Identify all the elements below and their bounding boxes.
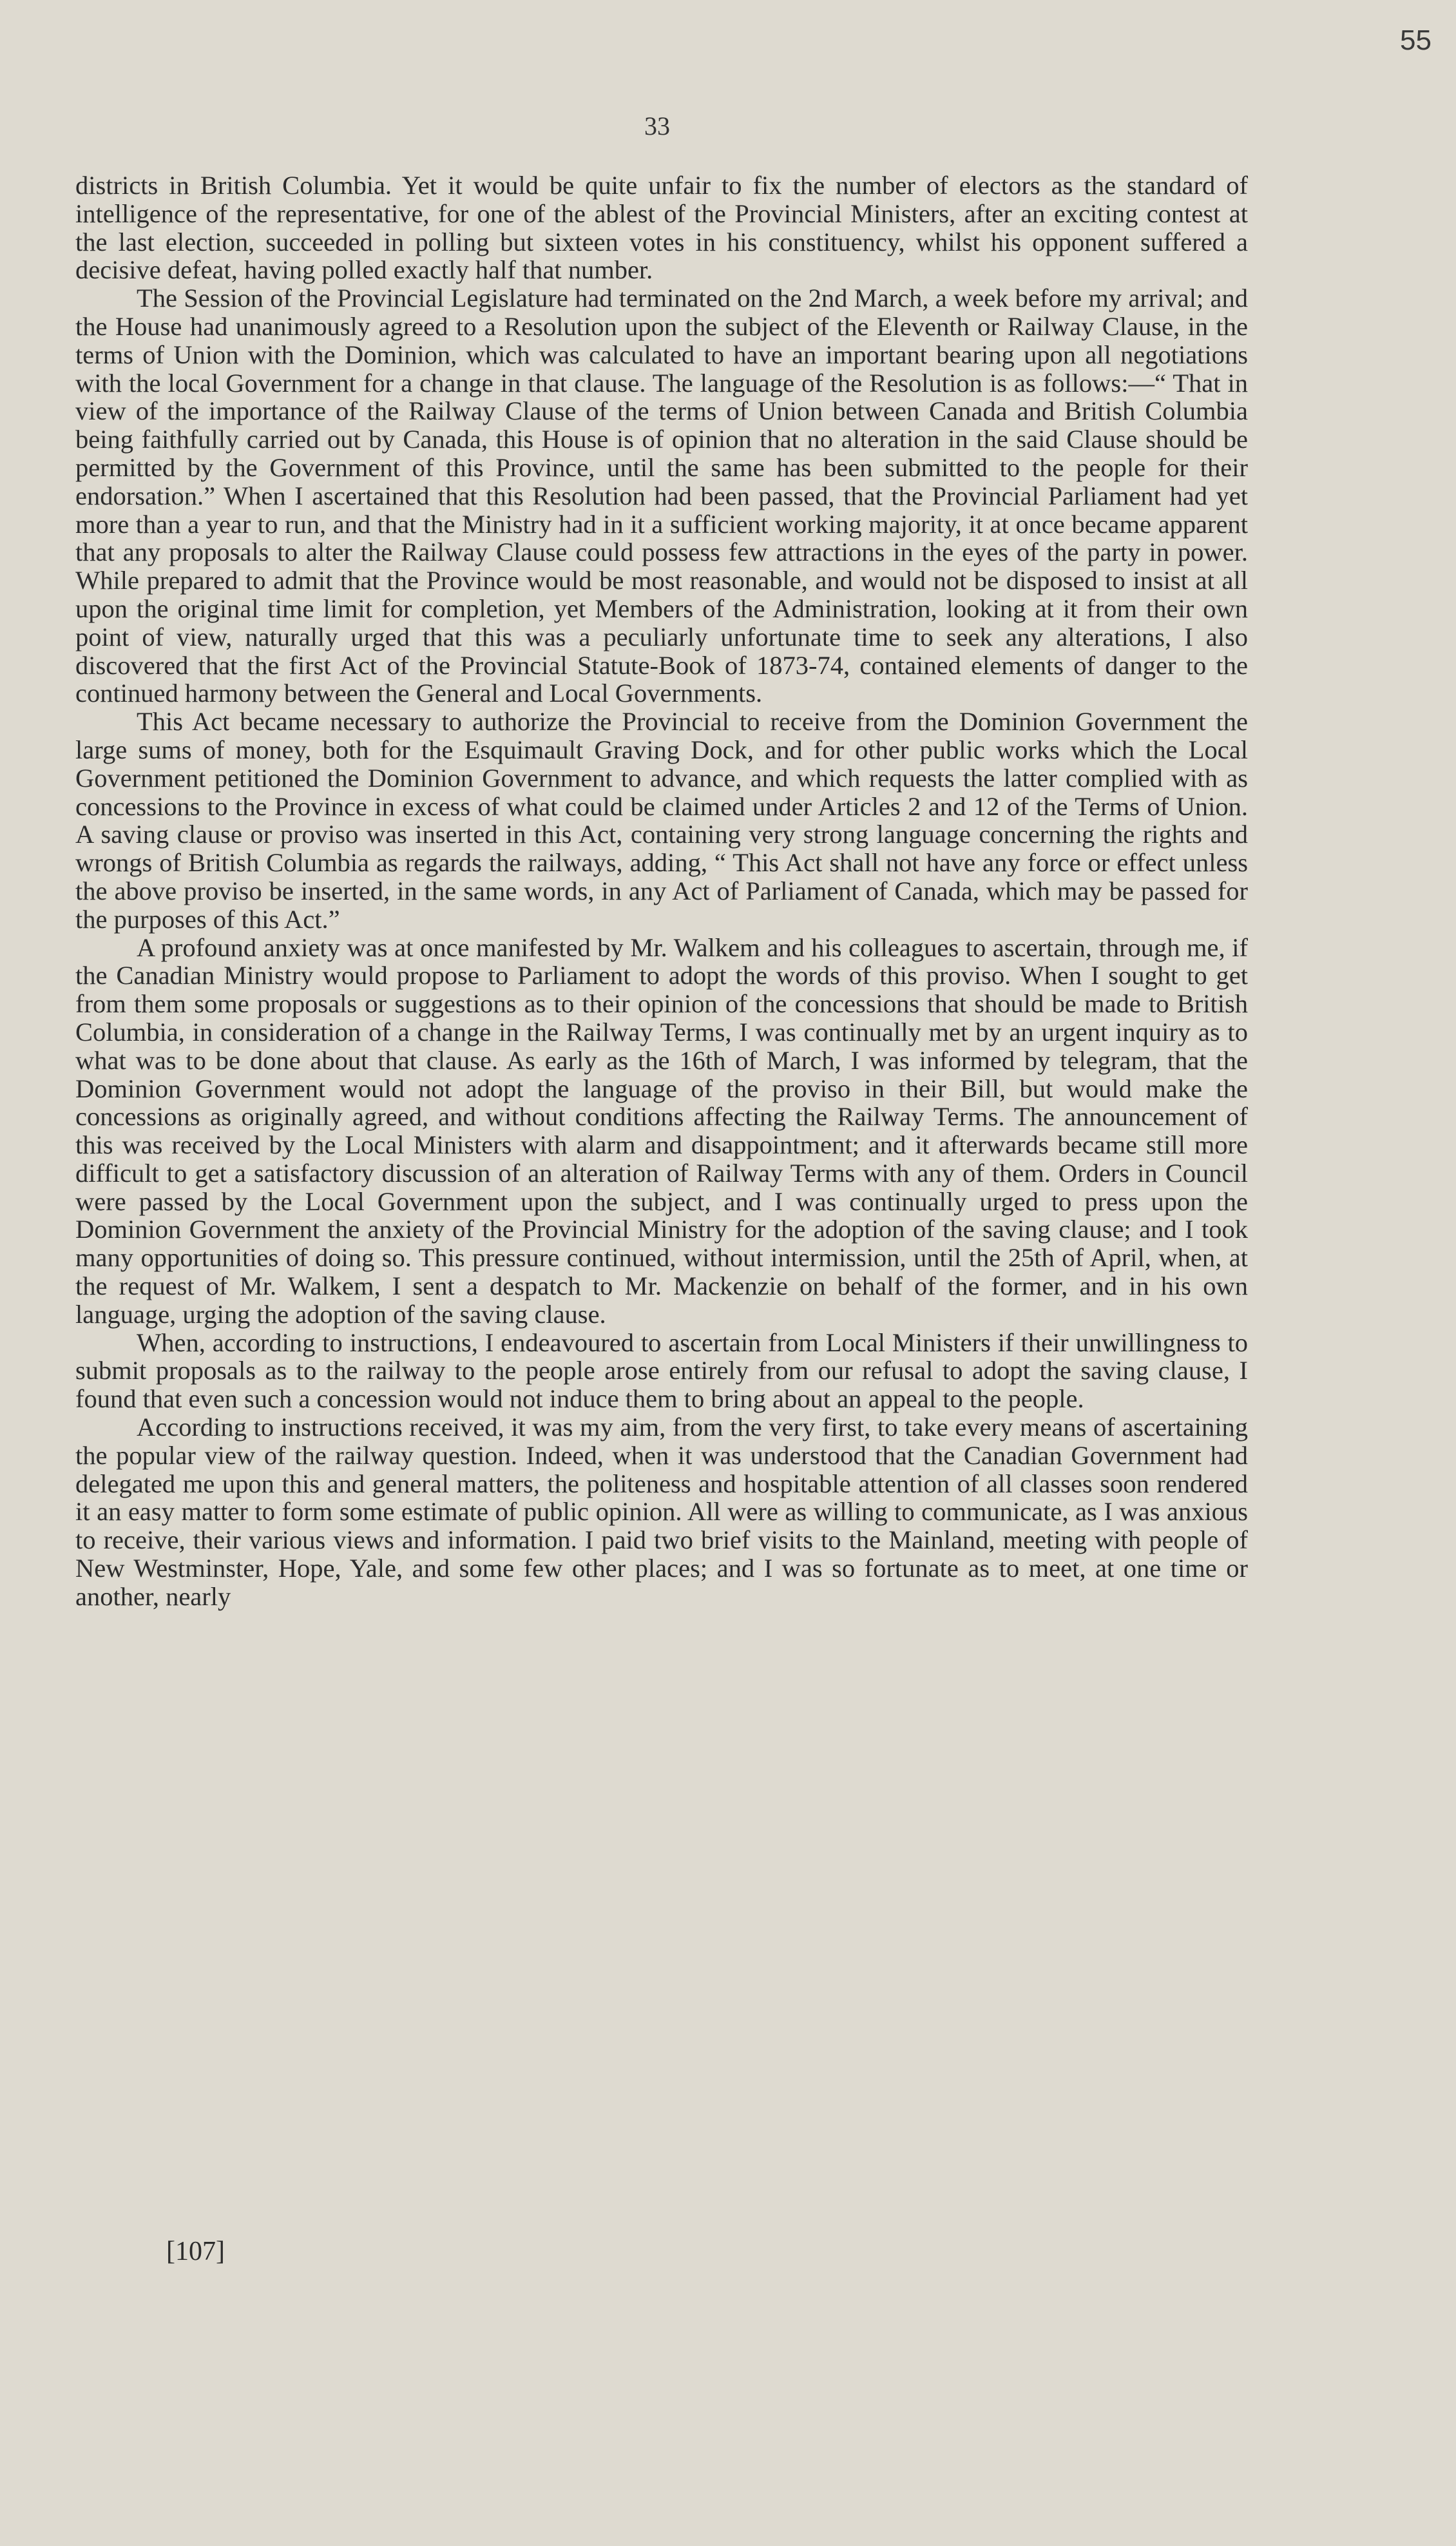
paragraph-3: This Act became necessary to authorize the Provincial to receive from the Dominion Government the large sums of money, both for the Esquimault Graving Dock, and for other public works which the Local Government petitioned the Dominion Government to advance, and which requests the latter complied with as concessions to the Province in excess of what could be claimed under Articles 2 and 12 of the Terms of Union. A saving clause or proviso was inserted in this Act, containing very strong language concerning the rights and wrongs of British Columbia as regards the railways, adding, “ This Act shall not have any force or effect unless the above proviso be inserted, in the same words, in any Act of Parliament of Canada, which may be passed for the purposes of this Act.” — [75, 707, 1248, 934]
document-body — [75, 171, 1248, 1611]
outer-page-number: 55 — [1400, 24, 1432, 56]
paragraph-5: When, according to instructions, I endeavoured to ascertain from Local Ministers if their unwillingness to submit proposals as to the railway to the people arose entirely from our refusal to adopt the saving clause, I found that even such a concession would not induce them to bring about an appeal to the people. — [75, 1327, 1248, 1414]
paragraph-6: According to instructions received, it was my aim, from the very first, to take every means of ascertaining the popular view of the railway question. Indeed, when it was understood that the Canadian Government had delegated me upon this and general matters, the politeness and hospitable attention of all classes soon rendered it an easy matter to form some estimate of public opinion. All were as willing to communicate, as I was anxious to receive, their various views and information. I paid two brief visits to the Mainland, meeting with people of New Westminster, Hope, Yale, and some few other places; and I was so fortunate as to meet, at one time or another, nearly — [75, 1413, 1248, 1611]
inner-page-number: 33 — [644, 111, 670, 140]
paragraph-1: districts in British Columbia. Yet it would be quite unfair to fix the number of electors as the standard of intelligence of the representative, for one of the ablest of the Provincial Ministers, after an exciting contest at the last election, succeeded in polling but sixteen votes in his constituency, whilst his opponent suffered a decisive defeat, having polled exactly half that number. — [75, 171, 1248, 285]
paragraph-2: The Session of the Provincial Legislature had terminated on the 2nd March, a week before my arrival; and the House had unanimously agreed to a Resolution upon the subject of the Eleventh or Railway Clause, in the terms of Union with the Dominion, which was calculated to have an important bearing upon all negotiations with the local Government for a change in that clause. The language of the Resolution is as follows:—“ That in view of the importance of the Railway Clause of the terms of Union between Canada and British Columbia being faithfully carried out by Canada, this House is of opinion that no alteration in the said Clause should be permitted by the Government of this Province, until the same has been submitted to the people for their endorsation.” When I ascertained that this Resolution had been passed, that the Provincial Parliament had yet more than a year to run, and that the Ministry had in it a sufficient working majority, it at once became apparent that any proposals to alter the Railway Clause could possess few attractions in the eyes of the party in power. While prepared to admit that the Province would be most reasonable, and would not be disposed to insist at all upon the original time limit for completion, yet Members of the Administration, looking at it from their own point of view, naturally urged that this was a peculiarly unfortunate time to seek any alterations, I also discovered that the first Act of the Provincial Statute-Book of 1873-74, contained elements of danger to the continued harmony between the General and Local Governments. — [75, 284, 1248, 708]
signature-mark: [107] — [166, 2237, 225, 2266]
paragraph-4: A profound anxiety was at once manifested by Mr. Walkem and his colleagues to ascertain, through me, if the Canadian Ministry would propose to Parliament to adopt the words of this proviso. When I sought to get from them some proposals or suggestions as to their opinion of the concessions that should be made to British Columbia, in consideration of a change in the Railway Terms, I was continually met by an urgent inquiry as to what was to be done about that clause. As early as the 16th of March, I was informed by telegram, that the Dominion Government would not adopt the language of the proviso in their Bill, but would make the concessions as originally agreed, and without conditions affecting the Railway Terms. The announcement of this was received by the Local Ministers with alarm and disappointment; and it afterwards became still more difficult to get a satisfactory discussion of an alteration of Railway Terms with any of them. Orders in Council were passed by the Local Government upon the subject, and I was continually urged to press upon the Dominion Government the anxiety of the Provincial Ministry for the adoption of the saving clause; and I took many opportunities of doing so. This pressure continued, without intermission, until the 25th of April, when, at the request of Mr. Walkem, I sent a despatch to Mr. Mackenzie on behalf of the former, and in his own language, urging the adoption of the saving clause. — [75, 932, 1248, 1329]
